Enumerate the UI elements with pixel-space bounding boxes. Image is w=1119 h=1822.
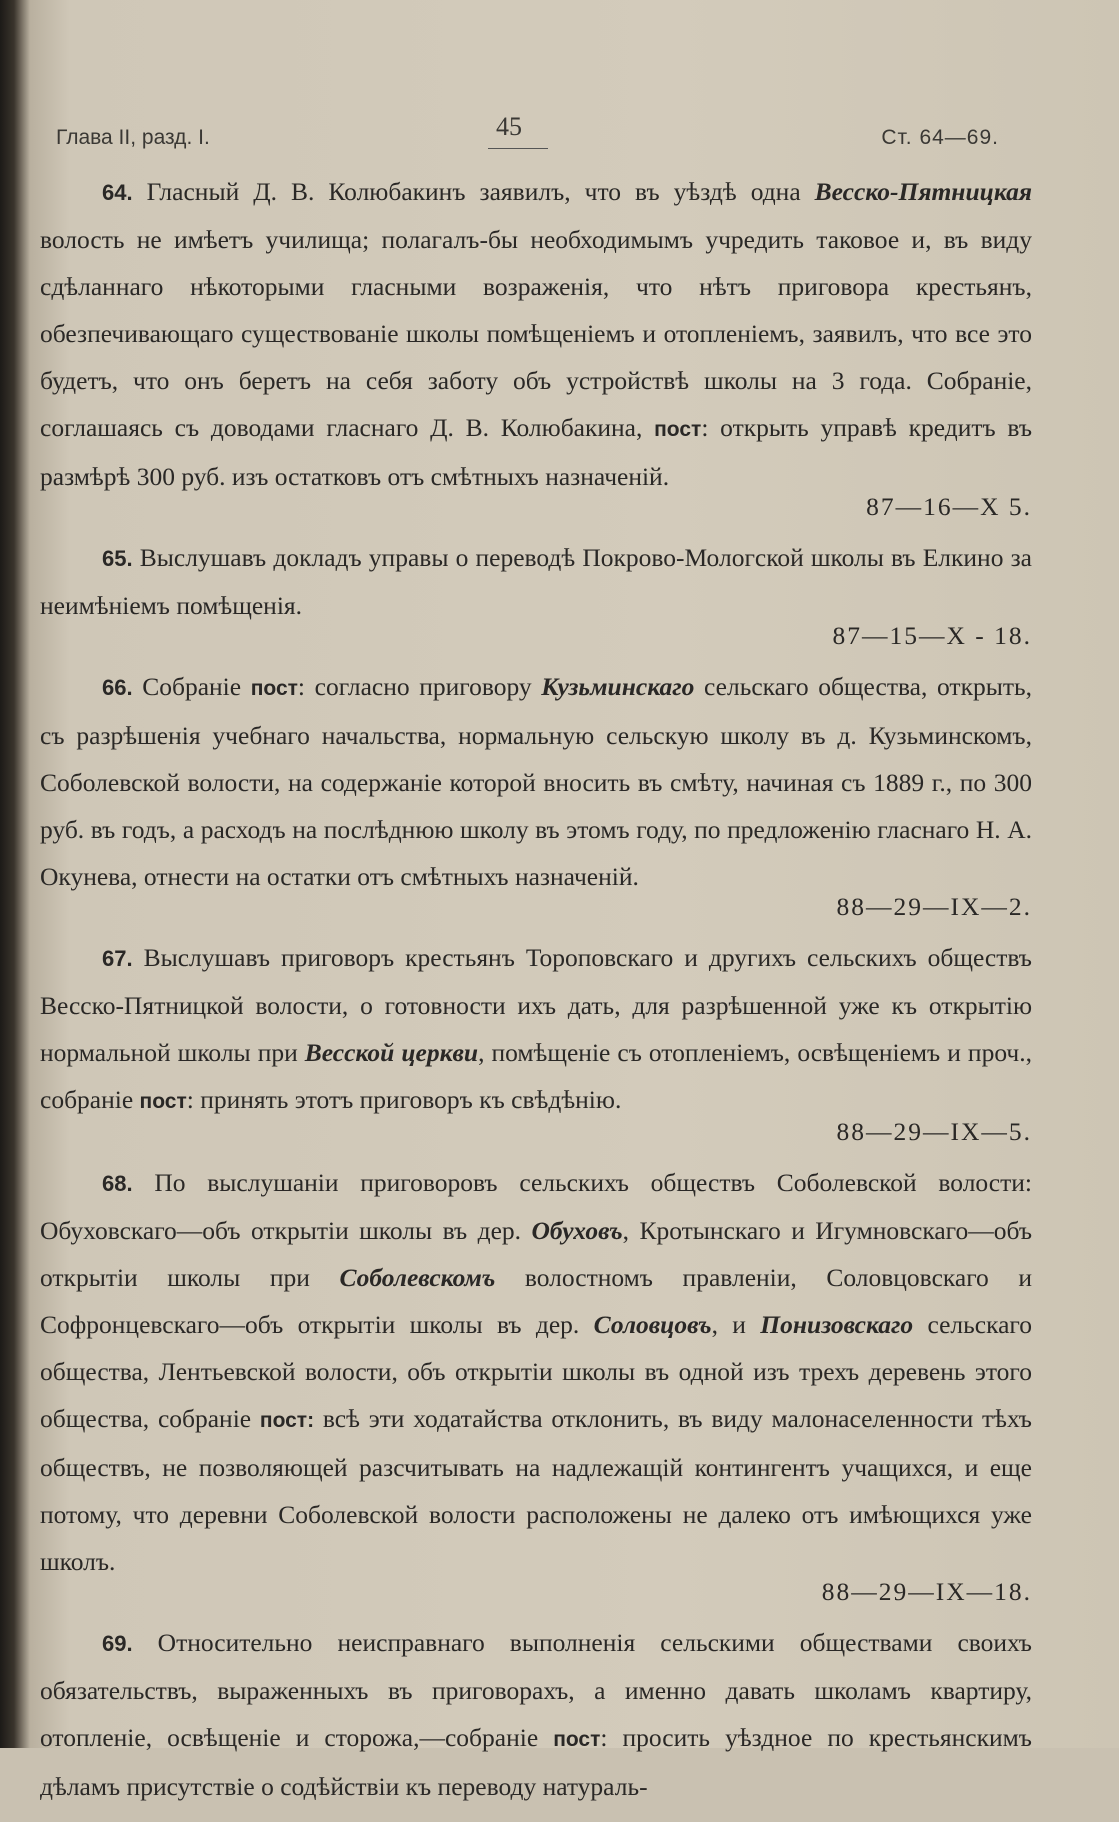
article-67 [40,934,1032,1147]
article-text: , и [711,1310,761,1339]
article-text: По выслушаніи приговоровъ сельскихъ обществъ Соболевской волости: Обуховскаго—объ открытіи школы въ дер. [40,1168,1032,1245]
article-text: волостномъ правленіи, Соловцовскаго и Софронцевскаго—объ открытіи школы въ дер. [40,1263,1032,1339]
page-number: 45 [496,112,522,141]
article-date: 87—15—X - 18. [832,621,1032,650]
article-emphasis: Кузьминскаго [541,672,695,701]
resolution-keyword: пост [250,677,298,700]
resolution-keyword: пост [654,418,702,441]
article-text: Гласный Д. В. Колюбакинъ заявилъ, что въ уѣздѣ одна [132,177,815,206]
article-date: 88—29—IX—2. [836,892,1032,921]
articles-range: Ст. 64—69. [881,126,999,149]
article-text: : согласно приговору [297,672,542,701]
article-text: Выслушавъ докладъ управы о переводѣ Покрово-Мологской школы въ Елкино за неимѣніемъ помѣщенія. [40,543,1032,620]
article-emphasis: Понизовскаго [760,1310,914,1339]
article-65 [40,534,1032,651]
article-date: 88—29—IX—18. [821,1577,1032,1606]
article-64 [40,168,1032,522]
article-number: 69. [102,1631,133,1656]
article-text: , помѣщеніе съ отопленіемъ, освѣщеніемъ и проч., собраніе [40,1038,1032,1114]
article-text: : просить уѣздное по крестьянскимъ дѣламъ присутствіе о содѣйствіи къ переводу натураль- [40,1723,1032,1801]
article-69 [40,1619,1032,1810]
article-number: 66. [102,675,133,700]
resolution-keyword: пост: [259,1409,315,1432]
article-text: всѣ эти ходатайства отклонить, въ виду малонаселенности тѣхъ обществъ, не позволяющей разсчитывать на надлежащій контингентъ учащихся, и еще потому, что деревни Соболевской волости расположены не далеко отъ имѣющихся уже школъ. [40,1404,1032,1576]
article-text: Относительно неисправнаго выполненія сельскими обществами своихъ обязательствъ, выраженныхъ въ приговорахъ, а именно давать школамъ квартиру, отопленіе, освѣщеніе и сторожа,—собраніе [40,1628,1032,1752]
page-header [56,112,999,152]
article-date: 87—16—X 5. [866,492,1032,521]
article-emphasis: Соловцовъ [593,1310,712,1339]
article-emphasis: Весско-Пятницкая [814,177,1032,206]
article-number: 68. [102,1171,133,1196]
article-66 [40,663,1032,922]
resolution-keyword: пост [553,1728,601,1751]
page-number-rule [488,148,548,149]
article-emphasis: Весской церкви [304,1038,479,1067]
article-number: 65. [102,546,133,571]
article-number: 64. [102,180,133,205]
article-text: , Кротынскаго и Игумновскаго—объ открытіи школы при [40,1216,1033,1292]
article-date: 88—29—IX—5. [836,1117,1032,1146]
chapter-label: Глава II, разд. I. [56,126,210,149]
article-number: 67. [102,946,133,971]
article-text: Выслушавъ приговоръ крестьянъ Тороповскаго и другихъ сельскихъ обществъ Весско-Пятницкой волости, о готовности ихъ дать, для разрѣшенной уже къ открытію нормальной школы при [40,943,1032,1067]
article-text: волость не имѣетъ училища; полагалъ-бы необходимымъ учредить таковое и, въ виду сдѣланнаго нѣкоторыми гласными возраженія, что нѣтъ приговора крестьянъ, обезпечивающаго существованіе школы помѣщеніемъ и отопленіемъ, заявилъ, что все это будетъ, что онъ беретъ на себя заботу объ устройствѣ школы на 3 года. Собраніе, соглашаясь съ доводами гласнаго Д. В. Колюбакина, [40,225,1032,442]
article-68 [40,1159,1032,1607]
document-body [40,168,1032,1822]
article-text: сельскаго общества, Лентьевской волости, объ открытіи школы въ одной изъ трехъ деревень этого общества, собраніе [40,1310,1032,1433]
article-emphasis: Обуховъ [531,1216,623,1245]
article-text: сельскаго общества, открыть, съ разрѣшенія учебнаго начальства, нормальную сельскую школу въ д. Кузьминскомъ, Соболевской волости, на содержаніе которой вносить въ смѣту, начиная съ 1889 г., по 300 руб. въ годъ, а расходъ на послѣднюю школу въ этомъ году, по предложенію гласнаго Н. А. Окунева, отнести на остатки отъ смѣтныхъ назначеній. [40,672,1032,891]
resolution-keyword: пост [139,1090,187,1113]
article-text: : открыть управѣ кредитъ въ размѣрѣ 300 руб. изъ остатковъ отъ смѣтныхъ назначеній. [40,413,1033,491]
article-text: : принять этотъ приговоръ къ свѣдѣнію. [186,1085,622,1114]
article-emphasis: Соболевскомъ [339,1263,496,1292]
article-text: Собраніе [132,672,251,701]
